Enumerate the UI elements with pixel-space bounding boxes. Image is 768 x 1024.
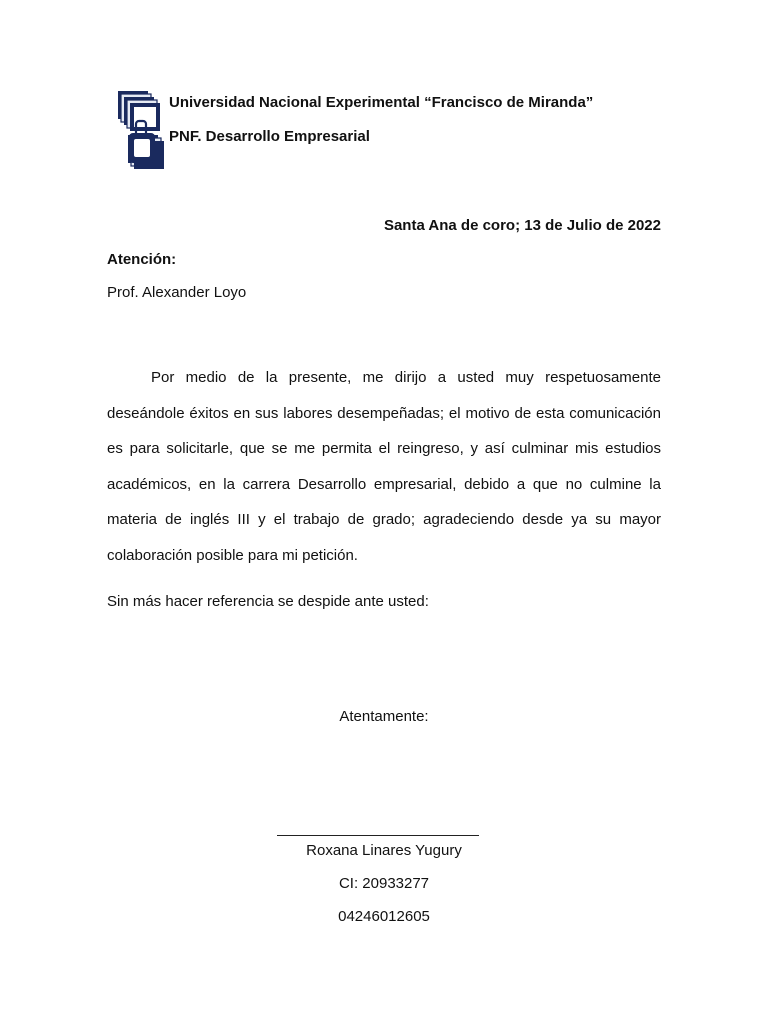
institution-name: Universidad Nacional Experimental “Francisco de Miranda”	[169, 94, 594, 111]
closing-line: Sin más hacer referencia se despide ante usted:	[107, 593, 429, 610]
attention-label: Atención:	[107, 251, 177, 268]
place-date: Santa Ana de coro; 13 de Julio de 2022	[383, 217, 661, 234]
university-logo-icon	[116, 89, 166, 171]
signer-phone: 04246012605	[338, 908, 430, 925]
letter-body: Por medio de la presente, me dirijo a usted muy respetuosamente deseándole éxitos en sus labores desempeñadas; el motivo de esta comunicación es para solicitarle, que se me permita el reingreso, y así culminar mis estudios académicos, en la carrera Desarrollo empresarial, debido a que no culmine la materia de inglés III y el trabajo de grado; agradeciendo desde ya su mayor colaboración posible para mi petición.	[107, 369, 661, 564]
signer-ci: CI: 20933277	[338, 875, 430, 892]
signature-line	[277, 835, 479, 836]
salutation: Atentamente:	[339, 708, 429, 725]
program-name: PNF. Desarrollo Empresarial	[169, 128, 370, 145]
signer-name: Roxana Linares Yugury	[306, 842, 462, 859]
recipient-name: Prof. Alexander Loyo	[107, 284, 247, 301]
